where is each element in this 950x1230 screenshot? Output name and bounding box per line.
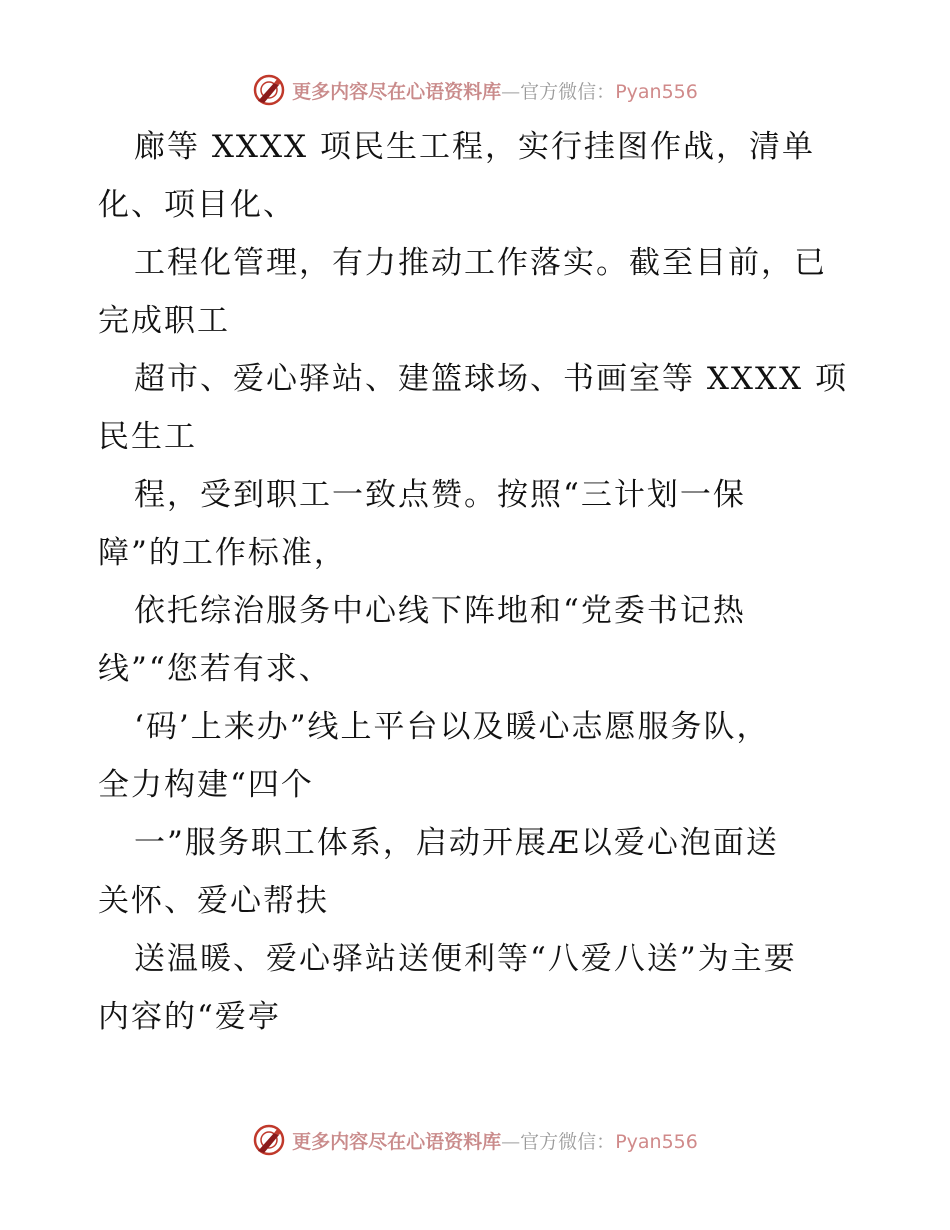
text-line: ‘码’上来办”线上平台以及暖心志愿服务队，	[134, 709, 770, 745]
text-line: 廊等 XXXX 项民生工程，实行挂图作战，清单	[134, 129, 815, 165]
watermark-wechat-id: Pyan556	[615, 80, 698, 103]
watermark-dash: —	[501, 80, 521, 103]
watermark-wechat-id: Pyan556	[615, 1130, 698, 1153]
text-line: 完成职工	[98, 303, 230, 339]
text-line: 障”的工作标准，	[98, 535, 347, 571]
text-line: 全力构建“四个	[98, 767, 314, 803]
watermark-site: 更多内容尽在心语资料库	[292, 1130, 502, 1153]
text-line: 送温暖、爱心驿站送便利等“八爱八送”为主要	[134, 941, 797, 977]
text-line: 工程化管理，有力推动工作落实。截至目前，已	[134, 245, 827, 281]
pen-logo-icon	[252, 73, 286, 107]
watermark-site: 更多内容尽在心语资料库	[292, 80, 502, 103]
watermark-text	[292, 77, 698, 104]
document-body	[98, 118, 858, 1046]
text-line: 依托综治服务中心线下阵地和“党委书记热	[134, 593, 746, 629]
text-line: 关怀、爱心帮扶	[98, 883, 329, 919]
watermark-wechat-label: 官方微信：	[520, 1130, 616, 1153]
text-line: 民生工	[98, 419, 197, 455]
footer-watermark	[0, 1120, 950, 1160]
pen-logo-icon	[252, 1123, 286, 1157]
text-line: 程，受到职工一致点赞。按照“三计划一保	[134, 477, 746, 513]
text-line: 内容的“爱亭	[98, 999, 281, 1035]
text-line: 超市、爱心驿站、建篮球场、书画室等 XXXX 项	[134, 361, 848, 397]
header-watermark	[0, 70, 950, 110]
text-line: 化、项目化、	[98, 187, 296, 223]
watermark-text	[292, 1127, 698, 1154]
text-line: 一”服务职工体系，启动开展Æ以爱心泡面送	[134, 825, 779, 861]
text-line: 线”“您若有求、	[98, 651, 332, 687]
watermark-dash: —	[501, 1130, 521, 1153]
watermark-wechat-label: 官方微信：	[520, 80, 616, 103]
